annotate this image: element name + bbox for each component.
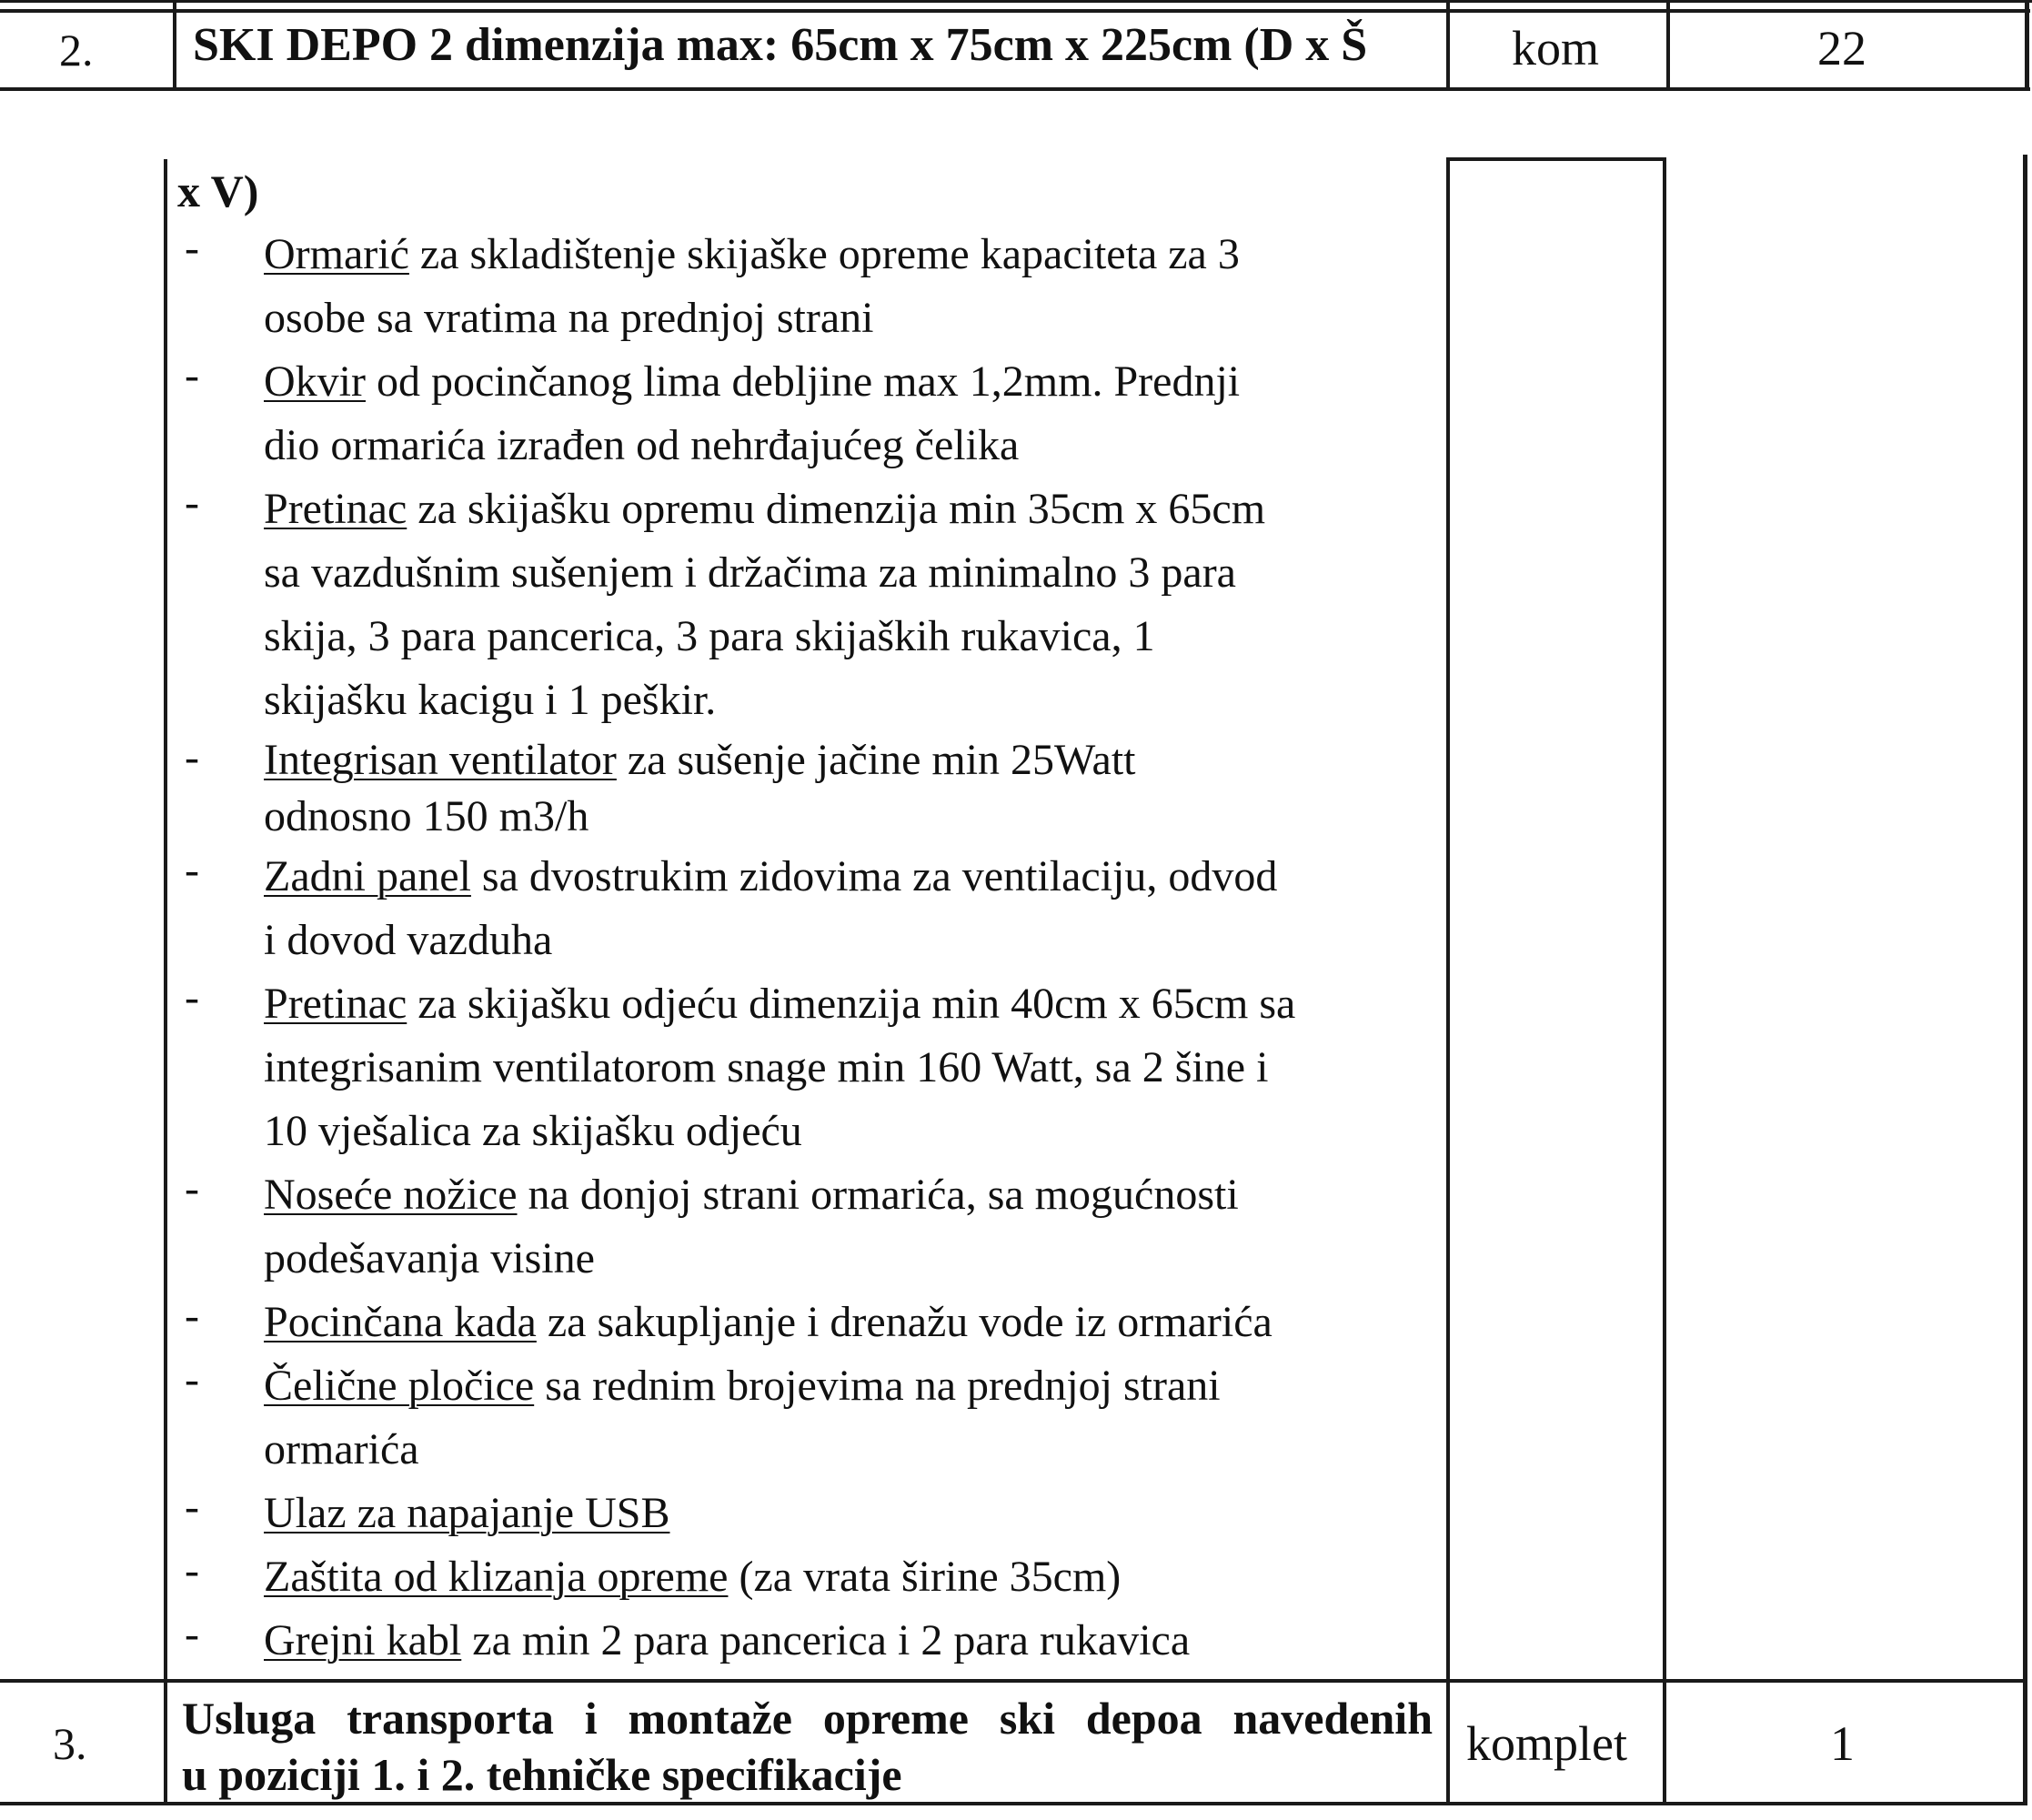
spec-keyword: Noseće nožice: [264, 1171, 518, 1219]
row2-unit: kom: [1512, 21, 1600, 75]
row2-number: 2.: [59, 25, 94, 75]
spec-item: - Grejni kabl za min 2 para pancerica i 2 para rukavica: [185, 1610, 1191, 1664]
spec-keyword: Pretinac: [264, 980, 407, 1028]
spec-keyword: Pretinac: [264, 485, 407, 533]
spec-item: - Ormarić za skladištenje skijaške opreme kapaciteta za 3 osobe sa vratima na prednjoj strani: [185, 224, 1240, 342]
spec-keyword: Okvir: [264, 357, 366, 406]
row2-title: SKI DEPO 2 dimenzija max: 65cm x 75cm x 225cm (D x Š: [193, 19, 1368, 71]
row3-title: [182, 1690, 1433, 1803]
spec-item: - Integrisan ventilator za sušenje jačine min 25Watt odnosno 150 m3/h: [185, 733, 1136, 840]
spec-item: - Zaštita od klizanja opreme (za vrata širine 35cm): [185, 1546, 1122, 1601]
row3-title-line1: Usluga transporta i montaže opreme ski depoa navedenih: [182, 1693, 1433, 1744]
row2-quantity: 22: [1817, 21, 1866, 75]
spec-keyword: Integrisan ventilator: [264, 736, 617, 784]
spec-item: - Pretinac za skijašku opremu dimenzija min 35cm x 65cm sa vazdušnim sušenjem i držačima za minimalno 3 para skija, 3 para pancerica, 3 para skijaških rukavica, 1 skijašku kacigu i 1 peškir.: [185, 478, 1266, 724]
row3-quantity: 1: [1830, 1716, 1855, 1771]
spec-item: - Okvir od pocinčanog lima debljine max 1,2mm. Prednji dio ormarića izrađen od nehrđajućeg čelika: [185, 351, 1241, 469]
spec-keyword: Zaštita od klizanja opreme: [264, 1553, 729, 1601]
spec-keyword: Pocinčana kada: [264, 1298, 537, 1346]
spec-continuation: x V): [177, 166, 259, 216]
spec-keyword: Zadni panel: [264, 852, 471, 900]
spec-keyword: Ulaz za napajanje USB: [264, 1489, 670, 1537]
spec-description: [177, 168, 1433, 1673]
spec-keyword: Čelične pločice: [264, 1362, 535, 1410]
row3-number: 3.: [53, 1718, 87, 1769]
spec-keyword: Ormarić: [264, 230, 409, 278]
spec-item: - Ulaz za napajanje USB: [185, 1483, 670, 1537]
row3-title-line2: u poziciji 1. i 2. tehničke specifikacije: [182, 1749, 902, 1800]
spec-item: - Pretinac za skijašku odjeću dimenzija min 40cm x 65cm sa integrisanim ventilatorom snage min 160 Watt, sa 2 šine i 10 vješalica za skijašku odjeću: [185, 973, 1296, 1155]
row3-unit: komplet: [1466, 1716, 1627, 1771]
spec-item: - Noseće nožice na donjoj strani ormarića, sa mogućnosti podešavanja visine: [185, 1164, 1239, 1282]
spec-item: - Čelične pločice sa rednim brojevima na prednjoj strani ormarića: [185, 1355, 1221, 1473]
spec-item: - Zadni panel sa dvostrukim zidovima za ventilaciju, odvod i dovod vazduha: [185, 846, 1278, 964]
spec-keyword: Grejni kabl: [264, 1616, 462, 1664]
spec-item: - Pocinčana kada za sakupljanje i drenažu vode iz ormarića: [185, 1292, 1273, 1346]
